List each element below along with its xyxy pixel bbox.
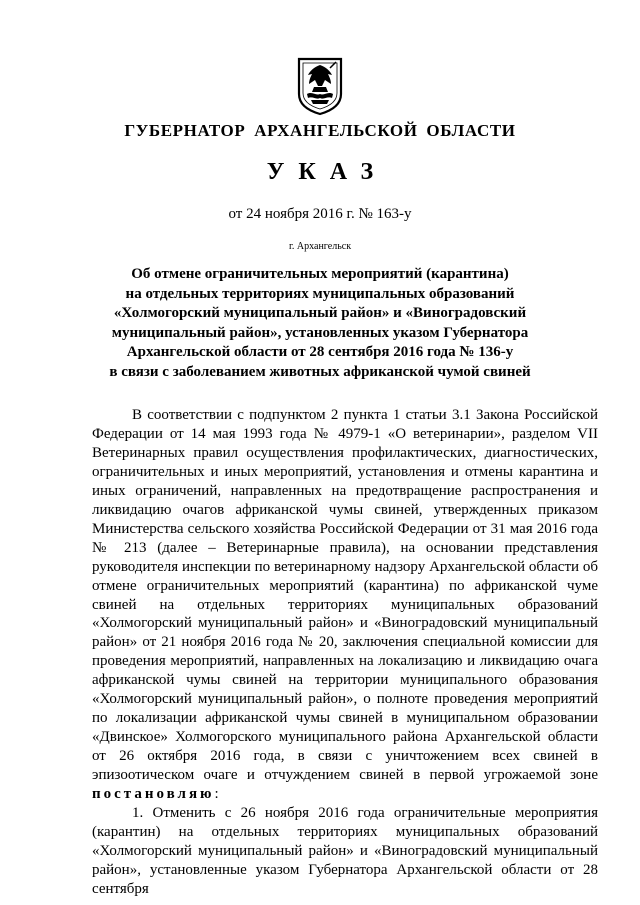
decree-word: постановляю bbox=[92, 786, 215, 803]
date-and-number: от 24 ноября 2016 г. № 163-у bbox=[228, 206, 412, 222]
item-1-paragraph: 1. Отменить с 26 ноября 2016 года ограничительные мероприятия (карантин) на отдельных территориях муниципальных образований «Холмогорский муниципальный район» и «Виноградовский муниципальный район», установленные указом Губернатора Архангельской области от 28 сентября bbox=[92, 805, 598, 897]
city-name: г. Архангельск bbox=[288, 241, 352, 252]
preamble-text: В соответствии с подпунктом 2 пункта 1 статьи 3.1 Закона Российской Федерации от 14 мая 1993 года № 4979-1 «О ветеринарии», разделом VII Ветеринарных правил осуществления профилактических, диагностических, ограничительных и иных мероприятий, установления и отмены карантина и иных ограничений, направленных на предотвращение распространения и ликвидацию очагов африканской чумы свиней, утвержденных приказом Министерства сельского хозяйства Российской Федерации от 31 мая 2016 года № 213 (далее – Ветеринарные правила), на основании представления руководителя инспекции по ветеринарному надзору Архангельской области об отмене ограничительных мероприятий (карантина) по африканской чуме свиней на отдельных территориях муниципальных образований «Холмогорский муниципальный район» и «Виноградовский муниципальный район» от 21 ноября 2016 года № 20, заключения специальной комиссии для проведения мероприятий, направленных на локализацию и ликвидацию очага африканской чумы свиней на территории муниципального образования «Холмогорский муниципальный район», о полноте проведения мероприятий по локализации африканской чумы свиней в муниципальном образовании «Двинское» Холмогорского муниципального района Архангельской области от 26 октября 2016 года, в связи с уничтожением всех свиней в эпизоотическом очаге и отчуждением свиней в первой угрожаемой зоне bbox=[92, 407, 598, 784]
title-line: «Холмогорский муниципальный район» и «Виноградовский bbox=[113, 305, 527, 322]
decree-colon: : bbox=[214, 786, 219, 803]
decree-title bbox=[100, 265, 540, 383]
preamble-paragraph bbox=[92, 406, 598, 804]
decree-body bbox=[92, 406, 598, 899]
title-line: в связи с заболеванием животных африканской чумой свиней bbox=[109, 363, 531, 380]
document-type: УКАЗ bbox=[266, 159, 388, 185]
title-line: Об отмене ограничительных мероприятий (карантина) bbox=[131, 266, 509, 282]
title-line: на отдельных территориях муниципальных образований bbox=[125, 285, 515, 302]
authority-heading: ГУБЕРНАТОР АРХАНГЕЛЬСКОЙ ОБЛАСТИ bbox=[124, 121, 516, 140]
title-line: Архангельской области от 28 сентября 2016 года № 136-у bbox=[126, 344, 514, 361]
title-line: муниципальный район», установленных указом Губернатора bbox=[111, 324, 529, 341]
coat-of-arms-icon bbox=[296, 56, 344, 116]
